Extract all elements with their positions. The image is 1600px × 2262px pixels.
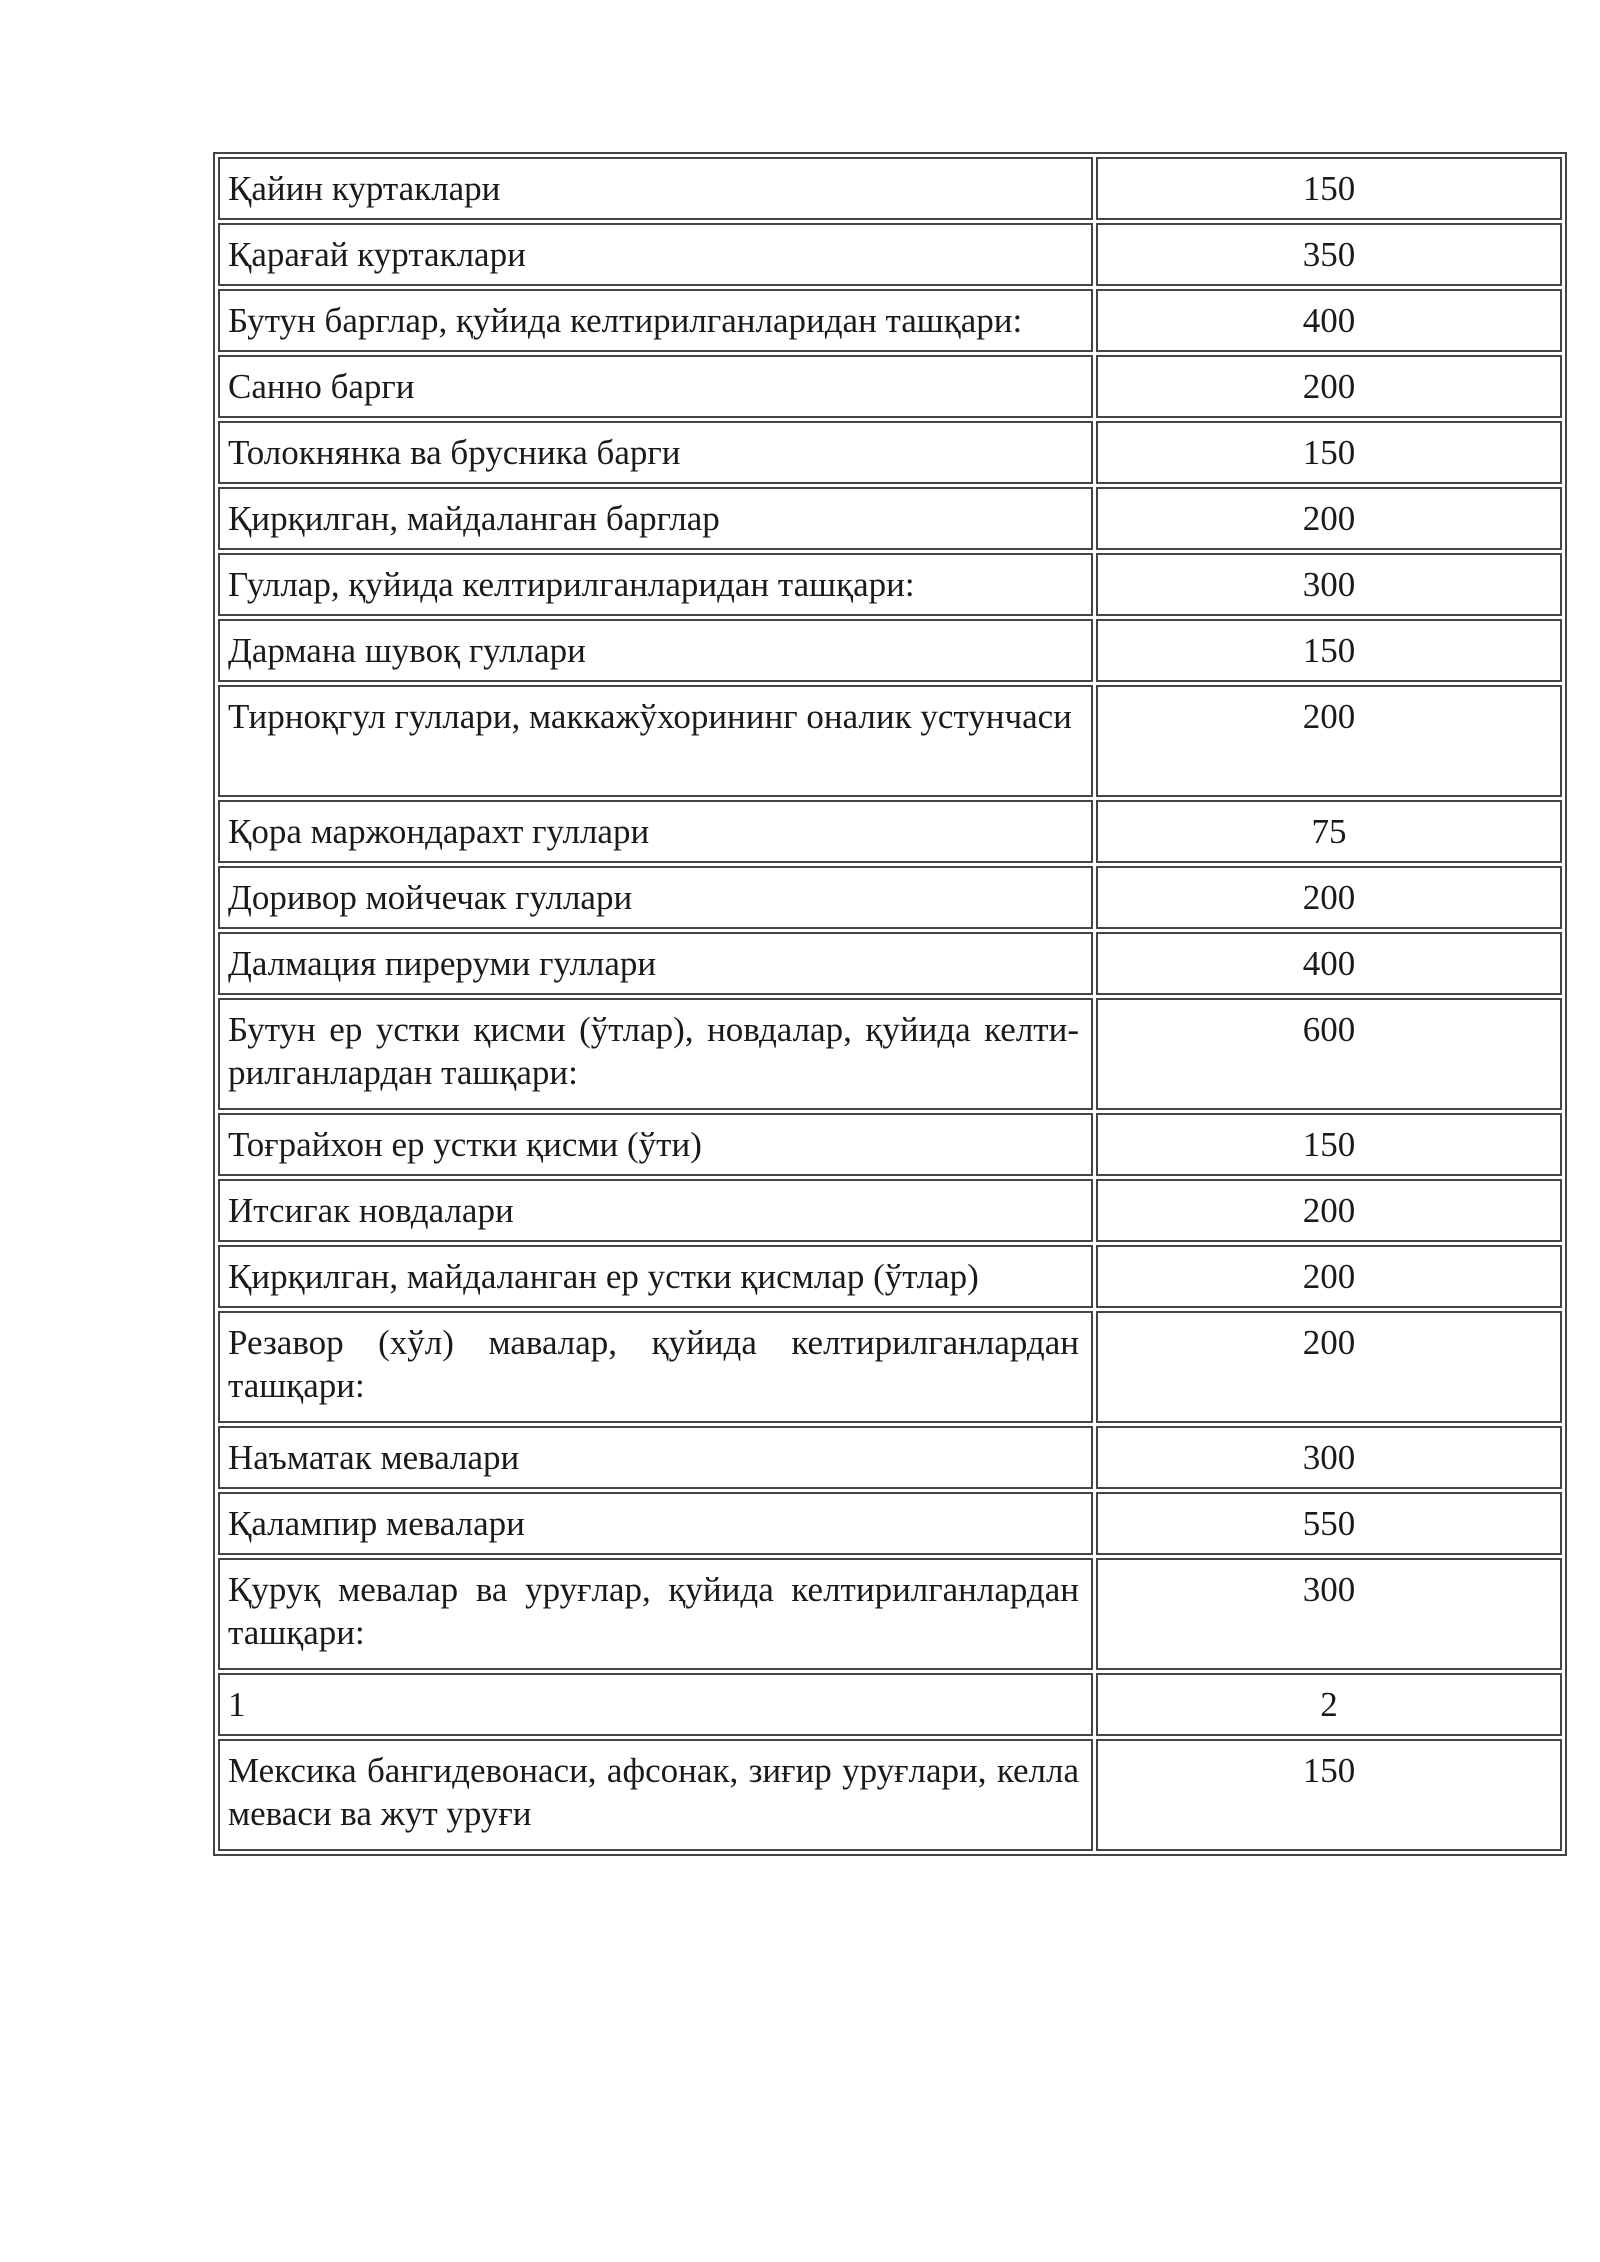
row-value: 200 (1096, 355, 1562, 418)
row-name: Қирқилган, майдаланган ер устки қисмлар (ўтлар) (218, 1245, 1093, 1308)
row-name: Тирноқгул гуллари, маккажўхорининг оналик устунчаси (218, 685, 1093, 797)
table-row (218, 866, 1562, 929)
row-name: Дармана шувоқ гуллари (218, 619, 1093, 682)
row-value: 150 (1096, 619, 1562, 682)
table-row (218, 1179, 1562, 1242)
table-row (218, 157, 1562, 220)
row-name: Тоғрайхон ер устки қисми (ўти) (218, 1113, 1093, 1176)
row-value: 350 (1096, 223, 1562, 286)
table-row (218, 553, 1562, 616)
table-row (218, 289, 1562, 352)
row-value: 300 (1096, 553, 1562, 616)
row-name: Қора маржондарахт гуллари (218, 800, 1093, 863)
row-name: Резавор (хўл) мавалар, қуйида келтирилганлардан ташқари: (218, 1311, 1093, 1423)
row-value: 300 (1096, 1426, 1562, 1489)
table-row (218, 487, 1562, 550)
row-name: Бутун ер устки қисми (ўтлар), новдалар, қуйида келти- рилганлардан ташқари: (218, 998, 1093, 1110)
row-name: Наъматак мевалари (218, 1426, 1093, 1489)
row-value: 150 (1096, 157, 1562, 220)
table-row (218, 998, 1562, 1110)
table-row (218, 1245, 1562, 1308)
column-number-cell: 1 (218, 1673, 1093, 1736)
table-row (218, 1113, 1562, 1176)
row-name: Қайин куртаклари (218, 157, 1093, 220)
row-name: Итсигак новдалари (218, 1179, 1093, 1242)
row-name: Мексика бангидевонаси, афсонак, зиғир уруғлари, келла меваси ва жут уруғи (218, 1739, 1093, 1851)
row-value: 75 (1096, 800, 1562, 863)
row-value: 200 (1096, 685, 1562, 797)
table-row (218, 223, 1562, 286)
row-name: Бутун барглар, қуйида келтирилганларидан ташқари: (218, 289, 1093, 352)
row-value: 400 (1096, 932, 1562, 995)
row-name: Қирқилган, майдаланган барглар (218, 487, 1093, 550)
table-row (218, 1739, 1562, 1851)
row-value: 200 (1096, 487, 1562, 550)
row-value: 150 (1096, 421, 1562, 484)
row-value: 400 (1096, 289, 1562, 352)
row-name: Далмация пиреруми гуллари (218, 932, 1093, 995)
row-name: Доривор мойчечак гуллари (218, 866, 1093, 929)
row-value: 600 (1096, 998, 1562, 1110)
row-name: Гуллар, қуйида келтирилганларидан ташқари: (218, 553, 1093, 616)
row-name: Қалампир мевалари (218, 1492, 1093, 1555)
row-value: 200 (1096, 1311, 1562, 1423)
row-value: 150 (1096, 1113, 1562, 1176)
table-row (218, 1311, 1562, 1423)
table-row (218, 1492, 1562, 1555)
table-row (218, 1426, 1562, 1489)
row-name: Қарағай куртаклари (218, 223, 1093, 286)
row-name: Қуруқ мевалар ва уруғлар, қуйида келтирилганлардан ташқари: (218, 1558, 1093, 1670)
row-name: Санно барги (218, 355, 1093, 418)
table-row (218, 421, 1562, 484)
row-value: 200 (1096, 1179, 1562, 1242)
table-row (218, 1673, 1562, 1736)
table-row (218, 685, 1562, 797)
table-row (218, 1558, 1562, 1670)
row-value: 150 (1096, 1739, 1562, 1851)
data-table (213, 152, 1567, 1856)
row-value: 550 (1096, 1492, 1562, 1555)
row-name: Толокнянка ва брусника барги (218, 421, 1093, 484)
row-value: 200 (1096, 1245, 1562, 1308)
column-number-cell: 2 (1096, 1673, 1562, 1736)
table-row (218, 355, 1562, 418)
table-row (218, 932, 1562, 995)
table-row (218, 800, 1562, 863)
table-row (218, 619, 1562, 682)
row-value: 300 (1096, 1558, 1562, 1670)
row-value: 200 (1096, 866, 1562, 929)
